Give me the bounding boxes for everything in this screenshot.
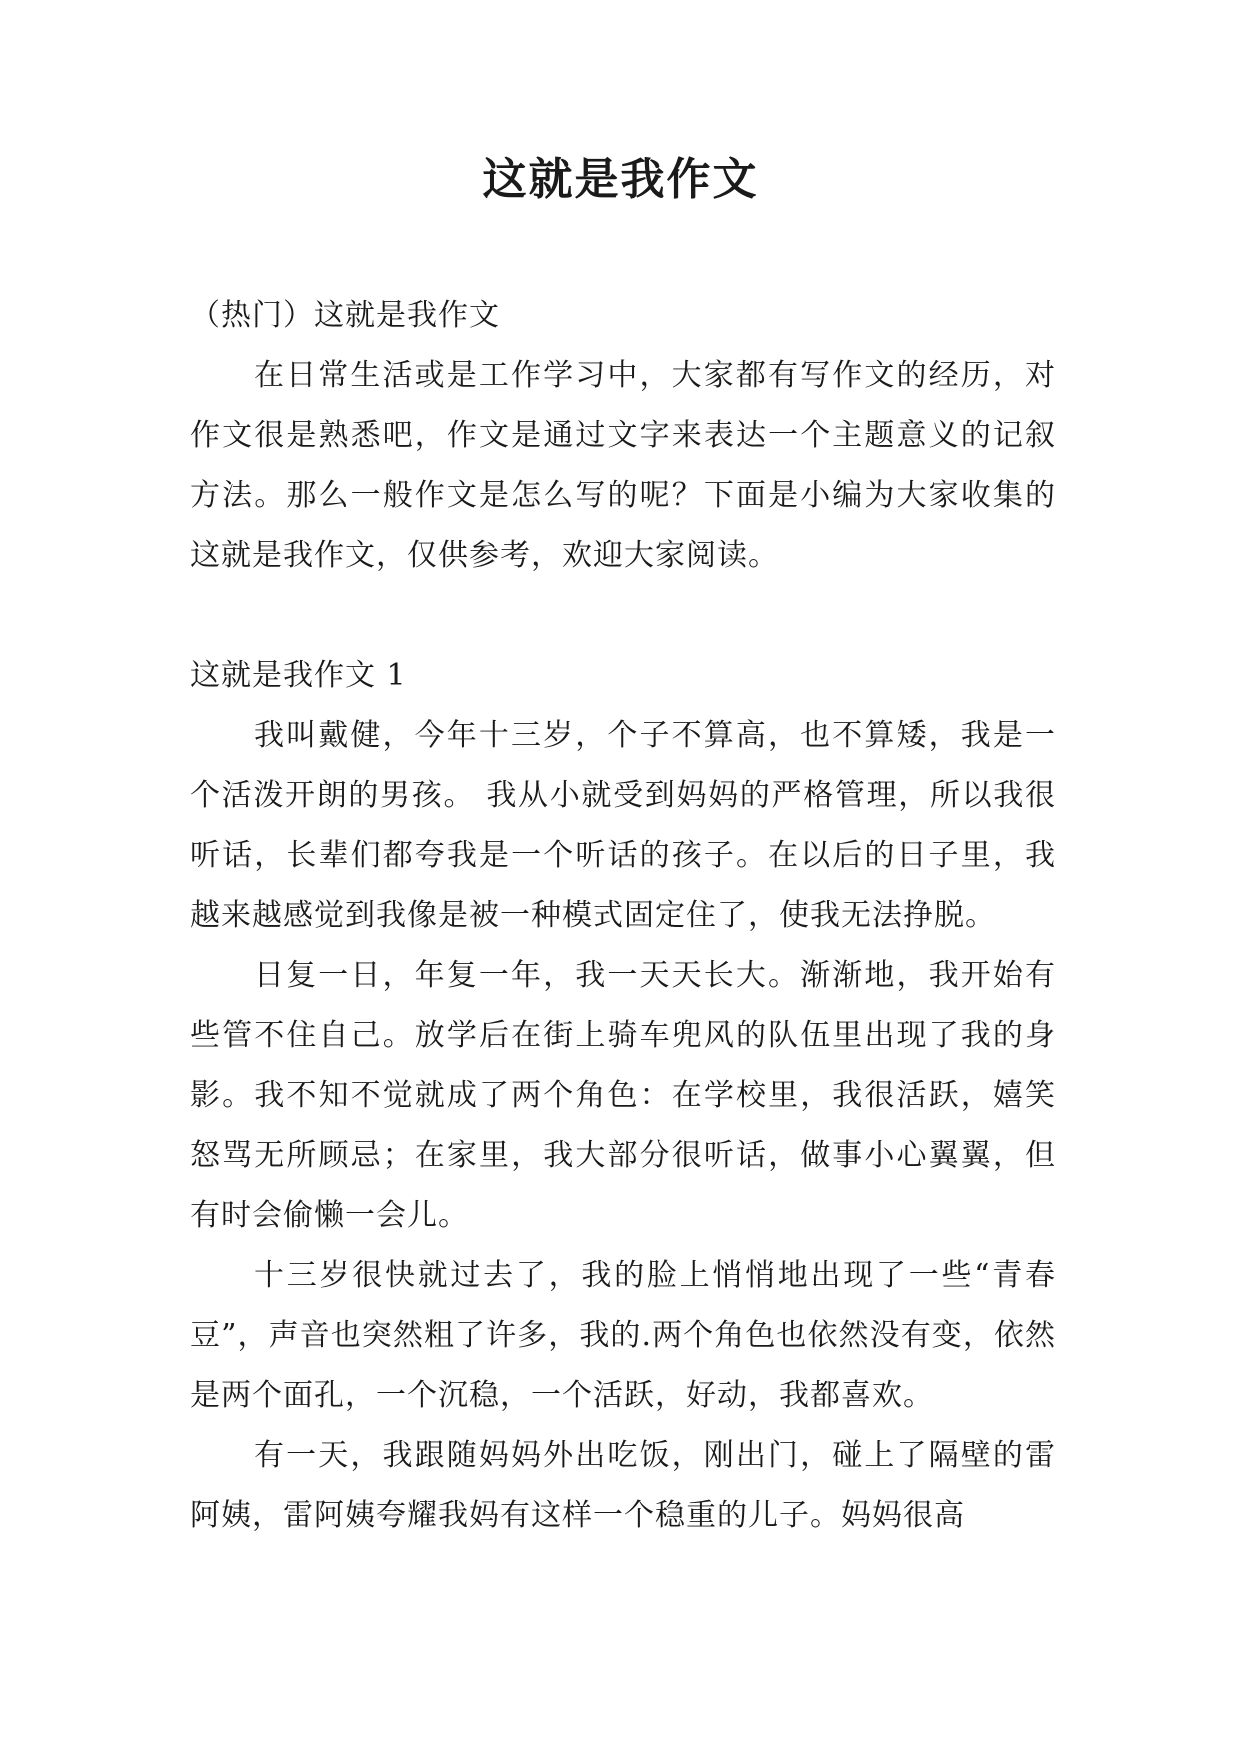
body-paragraph: 有一天，我跟随妈妈外出吃饭，刚出门，碰上了隔壁的雷阿姨，雷阿姨夸耀我妈有这样一个稳重的儿子。妈妈很高 [190,1438,1056,1533]
body-paragraph: 日复一日，年复一年，我一天天长大。渐渐地，我开始有些管不住自己。放学后在街上骑车兜风的队伍里出现了我的身影。我不知不觉就成了两个角色：在学校里，我很活跃，嬉笑怒骂无所顾忌；在家里，我大部分很听话，做事小心翼翼，但有时会偷懒一会儿。 [190,958,1056,1233]
document-body [190,286,1056,1546]
body-paragraph: 十三岁很快就过去了，我的脸上悄悄地出现了一些“青春豆”，声音也突然粗了许多，我的.两个角色也依然没有变，依然是两个面孔，一个沉稳，一个活跃，好动，我都喜欢。 [190,1258,1056,1413]
document-title: 这就是我作文 [482,154,759,205]
body-paragraph: 我叫戴健，今年十三岁，个子不算高，也不算矮，我是一个活泼开朗的男孩。 我从小就受到妈妈的严格管理，所以我很听话，长辈们都夸我是一个听话的孩子。在以后的日子里，我越来越感觉到我像是被一种模式固定住了，使我无法挣脱。 [190,718,1056,933]
intro-paragraph: 在日常生活或是工作学习中，大家都有写作文的经历，对作文很是熟悉吧，作文是通过文字来表达一个主题意义的记叙方法。那么一般作文是怎么写的呢？下面是小编为大家收集的这就是我作文，仅供参考，欢迎大家阅读。 [190,358,1056,573]
section-heading: 这就是我作文 1 [190,658,407,693]
paragraph-spacer [190,586,1056,646]
intro-heading: （热门）这就是我作文 [190,298,500,333]
